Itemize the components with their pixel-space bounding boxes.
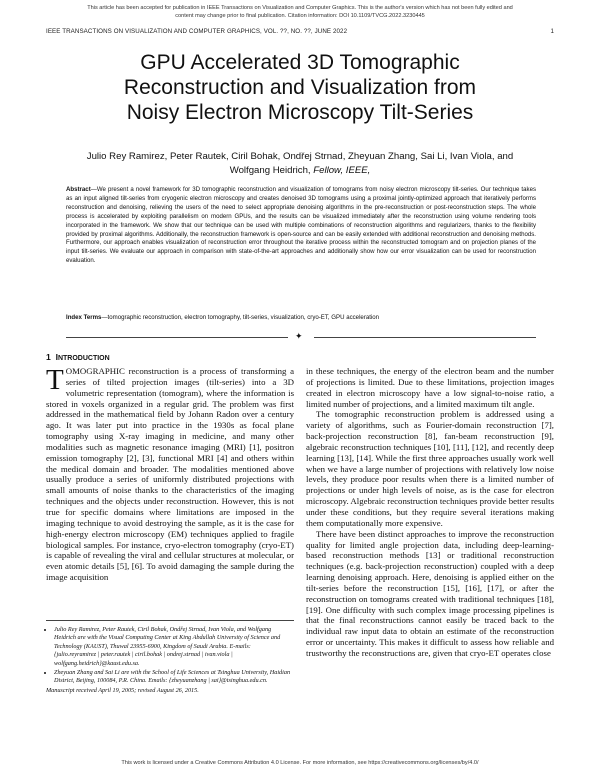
- footnotes: [46, 626, 294, 695]
- author-list: [60, 150, 540, 177]
- title-line-3: Noisy Electron Microscopy Tilt-Series: [126, 101, 474, 124]
- license-footer: This work is licensed under a Creative Commons Attribution 4.0 License. For more information, see https://creativecommons.org/licenses/by/4.0/: [121, 760, 479, 766]
- notice-line-2: content may change prior to final publication. Citation information: DOI 10.1109/TVCG.2022.3230445: [175, 13, 425, 19]
- index-terms-label: Index Terms: [66, 314, 102, 321]
- divider-line-right: [314, 337, 536, 338]
- body-column-left: [46, 366, 294, 583]
- body-column-right: [306, 366, 554, 659]
- footnote-affiliation-tsinghua: • Zheyuan Zhang and Sai Li are with the School of Life Sciences at Tsinghua University, Haidian District, Beijing, 100084, P.R. China. Emails: {zheyuanzhang | sai}@tsinghua.edu.cn.: [54, 669, 294, 686]
- paragraph-algorithms: The tomographic reconstruction problem is addressed using a variety of algorithms, such as Fourier-domain reconstruction [7], back-projection reconstruction [8], fan-beam reconstruction [9], algebraic reconstruction techniques [10], [11], [12], and recently deep learning [13], [14]. While the first three approaches usually work well when we have a large number of projections with relatively low noise levels, they produce poor results when there is a limited number of projections or under high levels of noise, as is the case for electron microscopy. Algebraic reconstruction techniques provide better results under these conditions, but they require several iterations making them computationally more expensive.: [306, 409, 554, 528]
- paragraph-continued: in these techniques, the energy of the electron beam and the number of projections is limited. Due to these limitations, projection images created in electron microscopy have a low signal-to-noise ratio, a limited number of projections, and a limited maximum tilt angle.: [306, 366, 554, 409]
- paper-title: [46, 50, 554, 125]
- index-terms: [66, 314, 536, 323]
- footnote-rule: [46, 620, 294, 621]
- index-terms-text: —tomographic reconstruction, electron tomography, tilt-series, visualization, cryo-ET, GPU acceleration: [101, 314, 380, 321]
- first-word: OMOGRAPHIC: [65, 366, 125, 376]
- publication-notice: [0, 4, 600, 20]
- journal-name: IEEE TRANSACTIONS ON VISUALIZATION AND COMPUTER GRAPHICS, VOL. ??, NO. ??, JUNE 2022: [46, 28, 348, 35]
- divider-diamond-icon: ✦: [295, 332, 303, 342]
- paragraph-approaches: There have been distinct approaches to improve the reconstruction quality for limited angle projection data, including deep-learning-based reconstruction methods [13] or traditional reconstruction techniques (e.g. back-projection reconstruction) coupled with a deep learning denoising approach. Here, denoising is applied either on the tilt-series before the reconstruction [15], [16], [17], or after the reconstruction on tomograms created with traditional techniques [18], [19]. One difficulty with such complex image processing pipelines is that the final reconstructions cannot easily be traced back to the individual raw input data to obtain an estimate of the reconstruction error or uncertainty. This makes it difficult to assess how reliable and trustworthy the reconstructions are, given that cryo-ET operates close: [306, 528, 554, 658]
- author-fellow: Fellow, IEEE,: [313, 164, 371, 176]
- author-last: Wolfgang Heidrich,: [229, 164, 311, 176]
- paragraph-intro: [46, 366, 294, 583]
- title-line-1: GPU Accelerated 3D Tomographic: [140, 51, 460, 74]
- divider-line-left: [66, 337, 288, 338]
- section-title-rest: NTRODUCTION: [57, 355, 110, 362]
- abstract: [66, 186, 536, 266]
- section-title-initial: I: [55, 352, 58, 362]
- title-line-2: Reconstruction and Visualization from: [123, 76, 477, 99]
- running-header: [46, 28, 554, 35]
- paragraph-text: reconstruction is a process of transforming a series of tilted projection images (tilt-series) into a 3D volumetric representation (tomogram), where the information is stored in voxels organized in a regular grid. The problem was first addressed in the mathematical field by Johann Radon over a century ago. It was later put into practice in the 1930s as focal plane tomography using X-ray imaging in medicine, and many other modalities such as magnetic resonance imaging (MRI) [1], positron emission tomography [2], [3], functional MRI [4] and others within the medical domain and broader. The modalities mentioned above usually produce a series of uniformly distributed projections with small amounts of noise thanks to the characteristics of the imaging techniques and the objects under reconstruction. However, this is not true for specific domains where limitations are imposed in the imaging technique to avoid destroying the sample, as it is the case for high-energy electron microscopy (EM) techniques applied to fragile biological samples. For instance, cryo-electron tomography (cryo-ET) is capable of revealing the viral and cellular structures at molecular, or even atomic details [5], [6]. To avoid damaging the sample during the image acquisition: [46, 366, 295, 583]
- section-number: 1: [46, 352, 51, 362]
- drop-cap: T: [46, 364, 64, 396]
- page-number: 1: [550, 28, 554, 35]
- section-heading: [46, 352, 110, 362]
- abstract-text: —We present a novel framework for 3D tomographic reconstruction and visualization of tomograms from noisy electron microscopy tilt-series. Our technique takes as an input aligned tilt-series from cryogenic electron microscopy and creates denoised 3D tomograms using a proximal jointly-optimized approach that iteratively performs reconstruction and denoising, relieving the users of the need to select appropriate denoising algorithms in the pre-reconstruction or post-reconstruction steps. The whole process is accelerated by exploiting parallelism on modern GPUs, and the results can be visualized immediately after the reconstruction using volume rendering tools incorporated in the framework. We show that our technique can be used with multiple combinations of reconstruction algorithms and regularizers, thanks to the flexibility provided by proximal algorithms. Additionally, the reconstruction framework is open-source and can be easily extended with additional reconstruction and denoising methods. Furthermore, our approach enables visualization of reconstruction error throughout the iterative process within the reconstructed tomogram and on projection planes of the input tilt-series. We evaluate our approach in comparison with state-of-the-art approaches and additionally show how our error visualization can be used for reconstruction evaluation.: [66, 186, 536, 265]
- notice-line-1: This article has been accepted for publication in IEEE Transactions on Visualization and Computer Graphics. This is the author's version which has not been fully edited and: [87, 5, 513, 11]
- abstract-label: Abstract: [66, 186, 91, 193]
- authors-line-1: Julio Rey Ramirez, Peter Rautek, Ciril Bohak, Ondřej Strnad, Zheyuan Zhang, Sai Li, Ivan Viola, and: [86, 151, 514, 162]
- manuscript-dates: Manuscript received April 19, 2005; revised August 26, 2015.: [46, 686, 199, 694]
- footnote-affiliation-kaust: • Julio Rey Ramirez, Peter Rautek, Ciril Bohak, Ondřej Strnad, Ivan Viola, and Wolfgang Heidrich are with the Visual Computing Center at King Abdullah University of Science and Technology (KAUST), Thuwal 23955-6900, Kingdom of Saudi Arabia. E-mails: {julio.reyramirez | peter.rautek | ciril.bohak | ondrej.strnad | ivan.viola | wolfgang.heidrich}@kaust.edu.sa.: [54, 626, 294, 668]
- section-divider: [66, 332, 536, 342]
- authors-line-2: [60, 164, 540, 178]
